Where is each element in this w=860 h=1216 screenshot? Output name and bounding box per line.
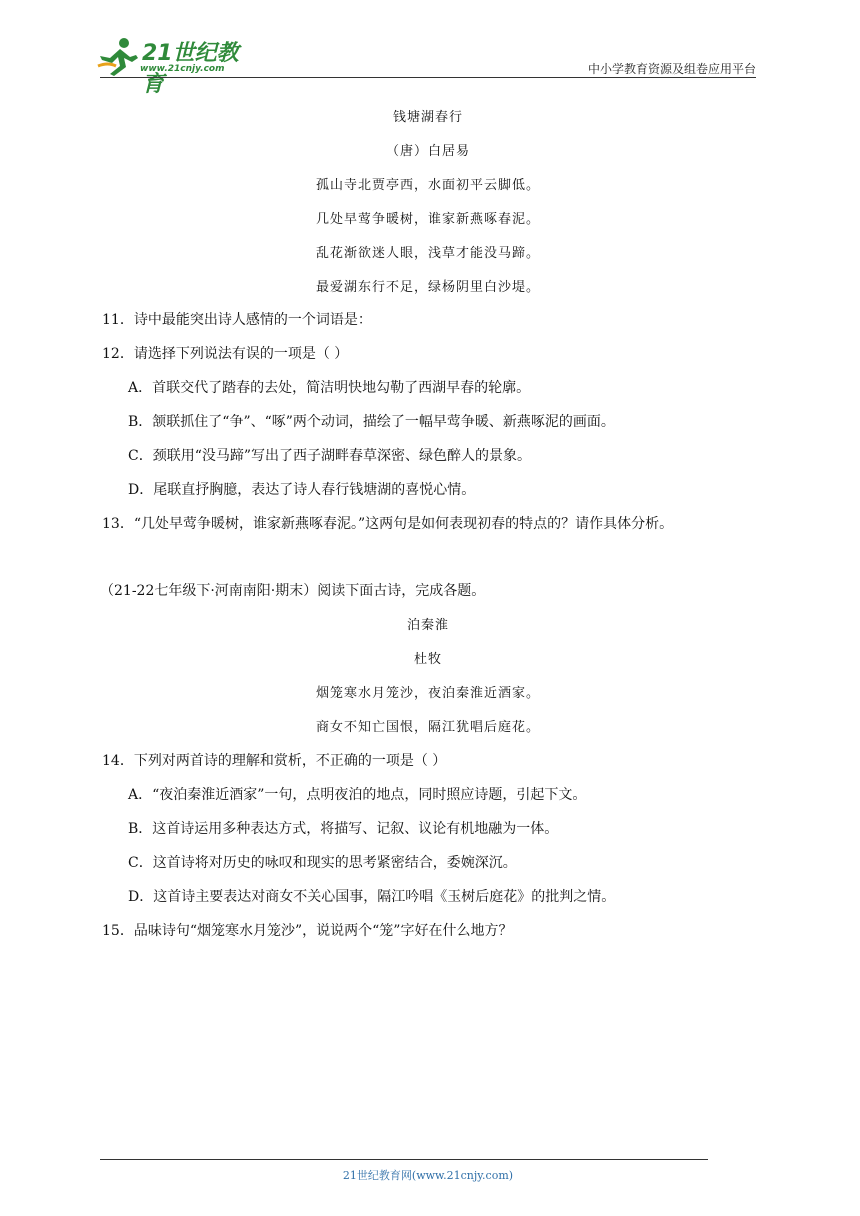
footer-link[interactable]: 21世纪教育网(www.21cnjy.com) [342,1169,514,1182]
question-13: 13．“几处早莺争暖树，谁家新燕啄春泥。”这两句是如何表现初春的特点的？请作具体分析。 [102,516,674,532]
question-12-option-a: A．首联交代了踏春的去处，简洁明快地勾勒了西湖早春的轮廓。 [128,380,531,396]
question-14-stem: 14．下列对两首诗的理解和赏析，不正确的一项是（ ） [102,753,447,769]
question-12-stem: 12．请选择下列说法有误的一项是（ ） [102,346,349,362]
poem1-author: （唐）白居易 [385,144,470,159]
poem1-line-3: 乱花渐欲迷人眼，浅草才能没马蹄。 [315,246,540,261]
header-divider [100,77,756,78]
poem1-line-2: 几处早莺争暖树，谁家新燕啄春泥。 [315,212,540,227]
question-12-option-c: C．颈联用“没马蹄”写出了西子湖畔春草深密、绿色醉人的景象。 [128,448,532,464]
poem2-line-2: 商女不知亡国恨，隔江犹唱后庭花。 [315,720,540,735]
poem1-title: 钱塘湖春行 [392,110,463,125]
question-14-option-b: B．这首诗运用多种表达方式，将描写、记叙、议论有机地融为一体。 [128,821,559,837]
poem2-line-1: 烟笼寒水月笼沙，夜泊秦淮近酒家。 [315,686,540,701]
question-11: 11．诗中最能突出诗人感情的一个词语是： [102,312,372,328]
poem1-line-4: 最爱湖东行不足，绿杨阴里白沙堤。 [315,280,540,295]
section-2-intro: （21-22七年级下·河南南阳·期末）阅读下面古诗，完成各题。 [100,583,486,599]
footer-divider [100,1159,708,1160]
poem2-title: 泊秦淮 [406,618,449,633]
runner-logo-icon [96,36,142,76]
question-12-option-b: B．颔联抓住了“争”、“啄”两个动词，描绘了一幅早莺争暖、新燕啄泥的画面。 [128,414,615,430]
poem2-author: 杜牧 [413,652,442,667]
brand-logo [96,36,256,97]
platform-name: 中小学教育资源及组卷应用平台 [587,62,756,76]
question-14-option-a: A．“夜泊秦淮近酒家”一句，点明夜泊的地点，同时照应诗题，引起下文。 [128,787,587,803]
question-12-option-d: D．尾联直抒胸臆，表达了诗人春行钱塘湖的喜悦心情。 [128,482,476,498]
question-15: 15．品味诗句“烟笼寒水月笼沙”，说说两个“笼”字好在什么地方？ [102,923,513,939]
question-14-option-c: C．这首诗将对历史的咏叹和现实的思考紧密结合，委婉深沉。 [128,855,517,871]
logo-url: www.21cnjy.com [140,64,225,74]
poem1-line-1: 孤山寺北贾亭西，水面初平云脚低。 [315,178,540,193]
logo-text: 21世纪教育 [142,41,239,97]
question-14-option-d: D．这首诗主要表达对商女不关心国事，隔江吟唱《玉树后庭花》的批判之情。 [128,889,616,905]
